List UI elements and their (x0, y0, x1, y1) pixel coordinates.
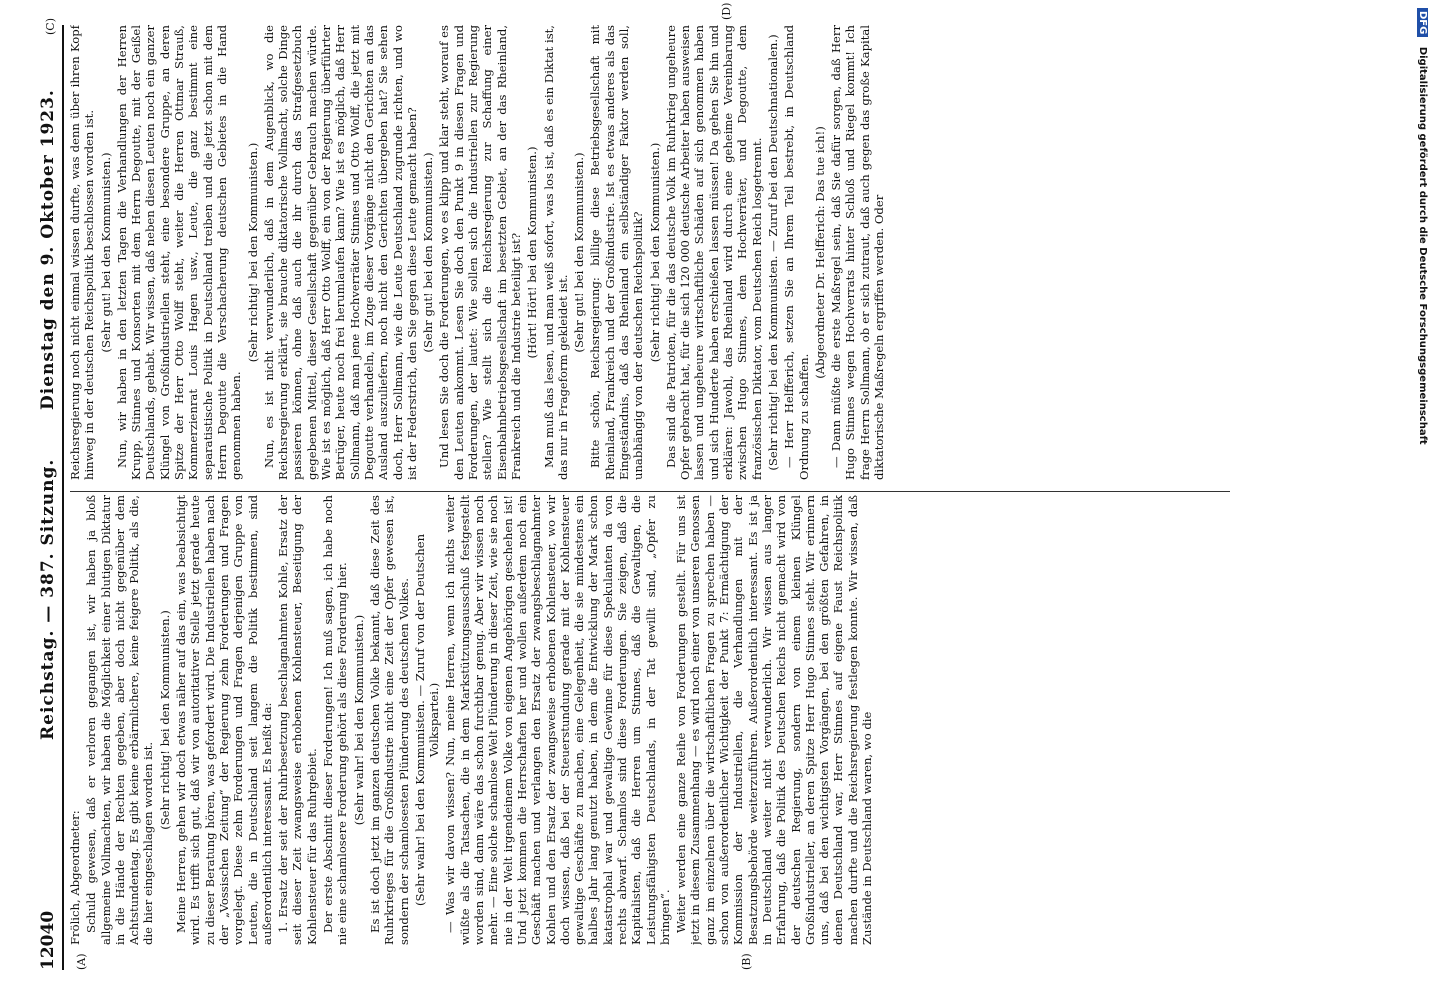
paragraph: — Dann müßte die erste Maßregel sein, daß Sie dafür sorgen, daß Herr Hugo Stinnes wegen Hochverrats hinter Schloß und Riegel kommt! Ich frage Herrn Sollmann, ob er sich zutraut, daß auch gegen das große Kapital diktatorische Maßregeln ergriffen werden. Oder (829, 25, 887, 480)
paragraph: Frölich, Abgeordneter: (68, 810, 82, 945)
paragraph: Reichsregierung noch nicht einmal wissen durfte, was denn über ihren Kopf hinweg in der deutschen Reichspolitik beschlossen worden ist. (68, 25, 97, 480)
paragraph: Meine Herren, gehen wir doch etwas näher auf das ein, was beabsichtigt wird. Es trifft sich gut, daß wir von autoritativer Stelle jetzt gerade heute zu dieser Beratung hören, was gefordert wird. Die Industriellen haben nach der „Vossischen Zeitung“ der Regierung zehn Forderungen und Fragen vorgelegt. Diese zehn Forderungen und Fragen derjenigen Gruppe von Leuten, die in Deutschland seit langem die Politik bestimmen, sind außerordentlich interessant. Es heißt da: (174, 495, 274, 945)
paragraph: Weiter werden eine ganze Reihe von Forderungen gestellt. Für uns ist jetzt in diesem Zusammenhang — es wird noch einer von unseren Genossen ganz im einzelnen über die wirtschaftlichen Fragen zu sprechen haben — schon von außerordentlicher Wichtigkeit der Punkt 7: Ermächtigung der Kommission der Industriellen, die Verhandlungen mit der Besatzungsbehörde weiterzuführen. Außerordentlich interessant. Es ist ja in Deutschland weiter nicht verwunderlich. Wir wissen aus langer Erfahrung, daß die Politik des Deutschen Reichs nicht gemacht wird von der deutschen Regierung, sondern von einem kleinen Klüngel Großindustrieller, an deren Spitze Herr Hugo Stinnes steht. Wir erinnern uns, daß bei den wichtigsten Vorgängen, bei den größten Gefahren, in denen Deutschland war, Herr Stinnes auf eigene Faust Reichspolitik machen durfte und die Reichsregierung festlegen konnte. Wir wissen, daß Zustände in Deutschland waren, wo die (674, 495, 875, 945)
interjection: (Sehr richtig! bei den Kommunisten.) (157, 610, 172, 830)
page-header (38, 20, 62, 970)
header-date: Dienstag den 9. Oktober 1923. (38, 89, 58, 410)
paragraph: Der erste Abschnitt dieser Forderungen! Ich muß sagen, ich habe noch nie eine schamlosere Forderung gehört als diese Forderung hier. (321, 495, 350, 945)
paragraph: Man muß das lesen, und man weiß sofort, was los ist, daß es ein Diktat ist, das nur in Frageform gekleidet ist. (541, 25, 570, 480)
paragraph: Schuld gewesen, daß er verloren gegangen ist, wir haben ja bloß allgemeine Vollmachten, wir haben die Möglichkeit einer blutigen Diktatur in die Hände der Rechten gegeben, aber doch nicht gegenüber dem Achtstundentag. Es gibt keine erbärmlichere, keine feigere Politik, als die, die hier eingeschlagen worden ist. (84, 495, 156, 945)
paragraph: Nun, es ist nicht verwunderlich, daß in dem Augenblick, wo die Reichsregierung erklärt, sie brauche diktatorische Vollmacht, solche Dinge passieren können, ohne daß auch die ihr durch das Strafgesetzbuch gegebenen Mittel, dieser Gesellschaft gegenüber Gebrauch machen würde. Wie ist es möglich, daß Herr Otto Wolff, ein von der Regierung überführter Betrüger, heute noch frei herumlaufen kann? Wie ist es möglich, daß Herr Sollmann, daß man jene Hochverräter Stinnes und Otto Wolff, die jetzt mit Degoutte verhandeln, im Zuge dieser Vorgänge nicht den Gerichten an das Ausland auszuliefern, noch nicht den Gerichten übergeben hat? Sie sehen doch, Herr Sollmann, wie die Leute Deutschland zugrunde richten, und wo ist der Federstrich, den Sie gegen diese Leute gemacht haben? (261, 25, 419, 480)
interjection: (Sehr gut! bei den Kommunisten.) (421, 152, 436, 353)
interjection: (Sehr richtig! bei den Kommunisten. — Zuruf bei den Deutschnationalen.) (765, 34, 780, 471)
paragraph: — Herr Helfferich, setzen Sie an Ihrem Teil bestrebt, in Deutschland Ordnung zu schaffen. (782, 25, 811, 480)
margin-marker-b: (B) (740, 953, 753, 970)
interjection: (Sehr gut! bei den Kommunisten.) (98, 152, 113, 353)
paragraph: 1. Ersatz der seit der Ruhrbesetzung beschlagnahmten Kohle, Ersatz der seit dieser Zeit zwangsweise erhobenen Kohlensteuer, Beseitigung der Kohlensteuer für das Ruhrgebiet. (276, 495, 319, 945)
paragraph: Es ist doch jetzt im ganzen deutschen Volke bekannt, daß diese Zeit des Ruhrkrieges für die Großindustrie nicht eine Zeit der Opfer gewesen ist, sondern der schamlosesten Plünderung des deutschen Volkes. (367, 495, 411, 945)
paragraph: Das sind die Patrioten, für die das deutsche Volk im Ruhrkrieg ungeheure Opfer gebracht hat, für die sich 120 000 deutsche Arbeiter haben ausweisen lassen und ungeheure wirtschaftliche Schäden auf sich genommen haben und sich Hunderte haben erschießen lassen müssen! Da gehen Sie hin und erklären: Jawohl, das Rheinland wird durch eine geheime Vereinbarung zwischen Hugo Stinnes, dem Hochverräter, und Degoutte, dem französischen Diktator, vom Deutschen Reich losgetrennt. (663, 25, 764, 480)
left-text-column (68, 495, 1318, 945)
margin-marker-a: (A) (75, 953, 88, 970)
dfg-logo: DFG (1417, 8, 1428, 37)
margin-marker-d: (D) (720, 2, 733, 20)
interjection: (Sehr richtig! bei den Kommunisten.) (647, 142, 662, 363)
interjection: (Sehr gut! bei den Kommunisten.) (572, 152, 587, 353)
paragraph: Bitte schön, Reichsregierung: billige diese Betriebsgesellschaft mit Rheinland, Frankreich und der Großindustrie. Ist es etwas anderes als das Eingeständnis, daß das Rheinland ein selbständiger Faktor werden soll, unabhängig von der deutschen Reichspolitik? (588, 25, 646, 480)
header-rule (62, 25, 64, 970)
digitization-credit (1412, 8, 1428, 988)
paragraph: Und lesen Sie doch die Forderungen, wo es klipp und klar steht, worauf es den Leuten ankommt. Lesen Sie doch den Punkt 9 in diesen Fragen und Forderungen, der lautet: Wie sollen sich die Industriellen zur Regierung stellen? Wie stellt sich die Reichsregierung zur Schaffung einer Eisenbahnbetriebsgesellschaft im besetzten Gebiet, an der das Rheinland, Frankreich und die Industrie beteiligt ist? (437, 25, 523, 480)
margin-marker-c: (C) (44, 18, 57, 35)
interjection: (Hört! Hört! bei den Kommunisten.) (525, 146, 540, 359)
interjection: (Abgeordneter Dr. Helfferich: Das tue ich!) (812, 126, 827, 379)
interjection: (Sehr wahr! bei den Kommunisten.) (351, 614, 366, 826)
paragraph: Nun, wir haben in den letzten Tagen die Verhandlungen der Herren Krupp, Stinnes und Konsorten mit dem Herrn Degoutte, mit der Geißel Deutschlands, gehabt. Wir wissen, daß neben diesen Leuten noch ein ganzer Klüngel von Großindustriellen steht, eine besondere Gruppe, an deren Spitze der Herr Otto Wolff steht, weiter die Herren Ottmar Strauß, Kommerzienrat Louis Hagen usw., Leute, die ganz bestimmt eine separatistische Politik in Deutschland treiben und die jetzt schon mit dem Herrn Degoutte die Verschacherung deutschen Gebietes in die Hand genommen haben. (114, 25, 244, 480)
page-number: 12040 (38, 910, 58, 970)
interjection: (Sehr wahr! bei den Kommunisten. — Zuruf von der Deutschen Volkspartei.) (412, 533, 442, 907)
header-session: Reichstag. — 387. Sitzung. (38, 458, 58, 740)
column-divider (70, 491, 1230, 492)
right-text-column (68, 25, 1318, 480)
interjection: (Sehr richtig! bei den Kommunisten.) (245, 142, 260, 363)
paragraph: — Was wir davon wissen? Nun, meine Herren, wenn ich nichts weiter wüßte als die Tatsachen, die in dem Markstützungsausschuß festgestellt worden sind, dann wäre das schon furchtbar genug. Aber wir wissen noch mehr. — Eine solche schamlose Welt Plünderung in dieser Zeit, wie sie noch nie in der Welt irgendeinem Volke von eigenen Angehörigen geschehen ist! Und jetzt kommen die Herrschaften her und wollen außerdem noch ein Geschäft machen und verlangen den Ersatz der zwangsbeschlagnahmter Kohlen und den Ersatz der zwangsweise erhobenen Kohlensteuer, wo wir doch wissen, daß bei der Steuerstundung gerade mit der Kohlensteuer gewaltige Geschäfte zu machen, eine Gelegenheit, die sie mindestens ein halbes Jahr lang genutzt haben, in dem die Entwicklung der Mark schon katastrophal war und gewaltige Gewinne für diese Spekulanten da von rechts abwarf. Schamlos sind diese Forderungen. Sie zeigen, daß die Kapitalisten, daß die Herren um Stinnes, daß die Gewaltigen, die Leistungsfähigsten Deutschlands, in der Tat gewillt sind, „Opfer zu bringen“. (443, 495, 672, 945)
credit-text: Digitalisierung gefördert durch die Deutsche Forschungsgemeinschaft (1417, 46, 1428, 445)
